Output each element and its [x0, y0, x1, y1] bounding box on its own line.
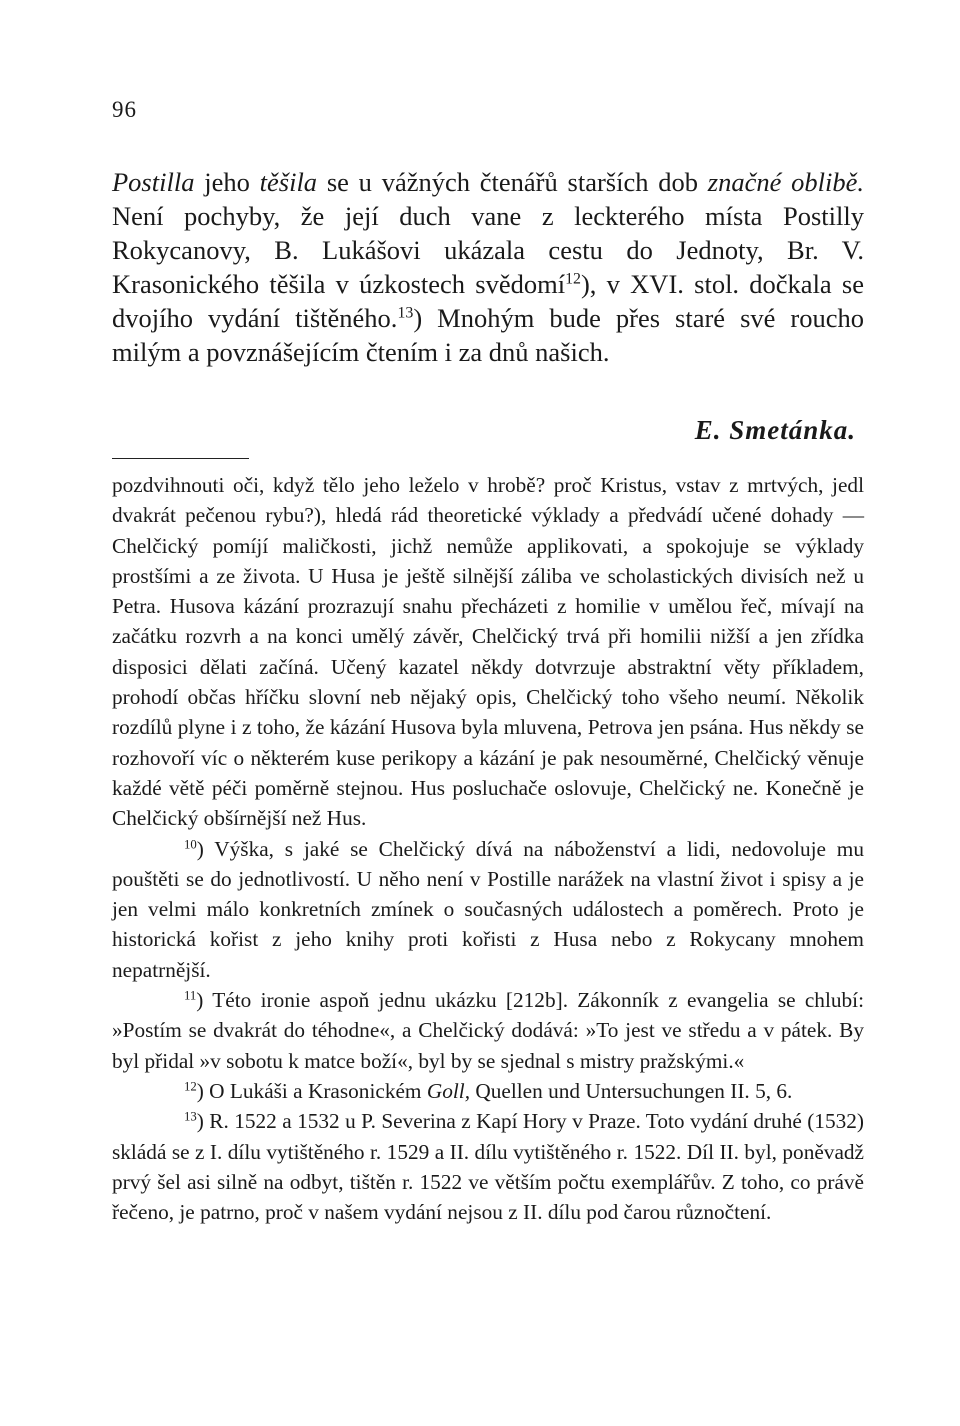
footnote-separator	[112, 458, 249, 459]
footnote-12	[112, 1076, 864, 1106]
footnote-ref-12[interactable]: 12	[565, 270, 581, 288]
footnote-mark: 11	[184, 988, 197, 1003]
emphasis: těšila	[259, 167, 318, 197]
footnote-13	[112, 1106, 864, 1227]
footnote-text: Quellen und Untersuchungen II. 5, 6.	[470, 1078, 793, 1103]
footnotes	[112, 470, 864, 1227]
text-run: jeho	[194, 167, 260, 197]
footnote-text: ) R. 1522 a 1532 u P. Severina z Kapí Hory v Praze. Toto vydání druhé (1532) skládá se z I. dílu vytištěného r. 1529 a II. dílu vytištěného r. 1522. Díl II. byl, poněvadž prvý šel asi silně na odbyt, tištěn r. 1522 ve větším počtu exemplářův. Z toho, co právě řečeno, je patrno, proč v našem vydání nejsou z II. dílu pod čarou různočtení.	[112, 1109, 864, 1225]
footnote-text: ) Výška, s jaké se Chelčický dívá na náboženství a lidi, nedovoluje mu pouštěti se do jednotlivostí. U něho není v Postille narážek na vlastní život i spisy a je jen velmi málo konkretních zmínek o současných událostech a poměrech. Proto je historická kořist z jeho knihy proti kořisti z Husa nebo z Rokycany mnohem nepatrnější.	[112, 836, 864, 982]
text-run: se u vážných čtenářů starších dob	[317, 167, 708, 197]
text-run: ) Mnohým bude přes staré své roucho milým a povznášejícím čtením i za dnů našich.	[112, 303, 864, 368]
footnote-11	[112, 985, 864, 1076]
footnote-mark: 10	[184, 836, 197, 851]
author-signature: E. Smetánka.	[694, 415, 856, 445]
footnote-continuation: pozdvihnouti oči, když tělo jeho leželo v hrobě? proč Kristus, vstav z mrtvých, jedl dvakrát pečenou rybu?), hledá rád theoretické výklady a předvádí učené dohady — Chelčický pomíjí maličkosti, jichž nemůže applikovati, a spokojuje se výklady prostšími a ze života. U Husa je ještě silnější záliba ve scholastických divisích než u Petra. Husova kázání prozrazují snahu přecházeti z homilie v umělou řeč, mívají na začátku rozvrh a na konci umělý závěr, Chelčický trvá při homilii nižší a jen zřídka disposici dělati začíná. Učený kazatel někdy dotvrzuje abstraktní věty příkladem, prohodí občas hříčku slovní neb nějaký opis, Chelčický toho všeho neumí. Několik rozdílů plyne i z toho, že kázání Husova byla mluvena, Petrova jen psána. Hus někdy se rozhovoří víc o některém kuse perikopy a kázání je pak nesouměrné, Chelčický věnuje každé větě péči poměrně stejnou. Hus posluchače oslovuje, Chelčický ne. Konečně je Chelčický obšírnější než Hus.	[112, 473, 864, 831]
emphasis: Goll,	[426, 1078, 471, 1103]
footnote-mark: 12	[184, 1079, 197, 1094]
emphasis: značné oblibě.	[707, 167, 865, 197]
footnote-text: ) Této ironie aspoň jednu ukázku [212b]. Zákonník z evangelia se chlubí: »Postím se dvakrát do téhodne«, a Chelčický dodává: »To jest ve středu a v pátek. By byl přidal »v sobotu k matce boží«, byl by se sjednal s mistry pražskými.«	[112, 988, 864, 1073]
footnote-text: ) O Lukáši a Krasonickém	[196, 1078, 427, 1103]
footnote-ref-13[interactable]: 13	[397, 304, 414, 322]
text-run: Není pochyby, že její duch vane z leckterého místa Postilly Rokycanovy, B. Lukášovi ukázala cestu do Jednoty, Br. V. Krasonického těšila v úzkostech svědomí	[112, 201, 864, 300]
main-paragraph	[112, 165, 864, 370]
page-number: 96	[112, 97, 137, 122]
footnote-mark: 13	[184, 1109, 197, 1124]
text-run: ), v XVI. stol. dočkala se dvojího vydání tištěného.	[112, 269, 865, 334]
footnote-10	[112, 834, 864, 985]
emphasis: Postilla	[112, 167, 195, 197]
